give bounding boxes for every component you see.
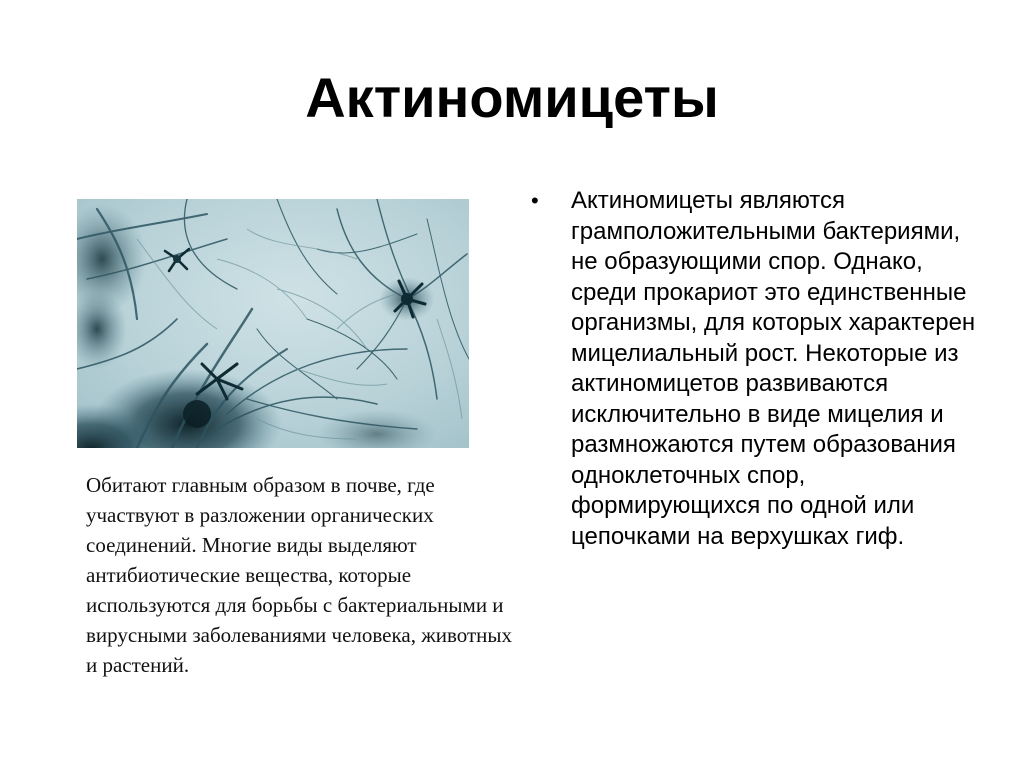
caption-text: Обитают главным образом в почве, где участвуют в разложении органических соединений. Многие виды выделяют антибиотические вещества, которые используются для борьбы с бактериальными и вирусными заболеваниями человека, животных и растений. [86, 473, 512, 677]
bullet-item [527, 186, 987, 552]
bullet-text: Актиномицеты являются грамположительными бактериями, не образующими спор. Однако, среди прокариот это единственные организмы, для которых характерен мицелиальный рост. Некоторые из актиномицетов развиваются исключительно в виде мицелия и размножаются путем образования одноклеточных спор, формирующихся по одной или цепочками на верхушках гиф. [571, 187, 976, 550]
micrograph-image [77, 199, 469, 448]
bullet-dot-icon: • [531, 188, 539, 213]
micrograph-drawing [77, 199, 469, 448]
bullet-list [527, 186, 987, 552]
slide-title: Актиномицеты [305, 66, 719, 129]
